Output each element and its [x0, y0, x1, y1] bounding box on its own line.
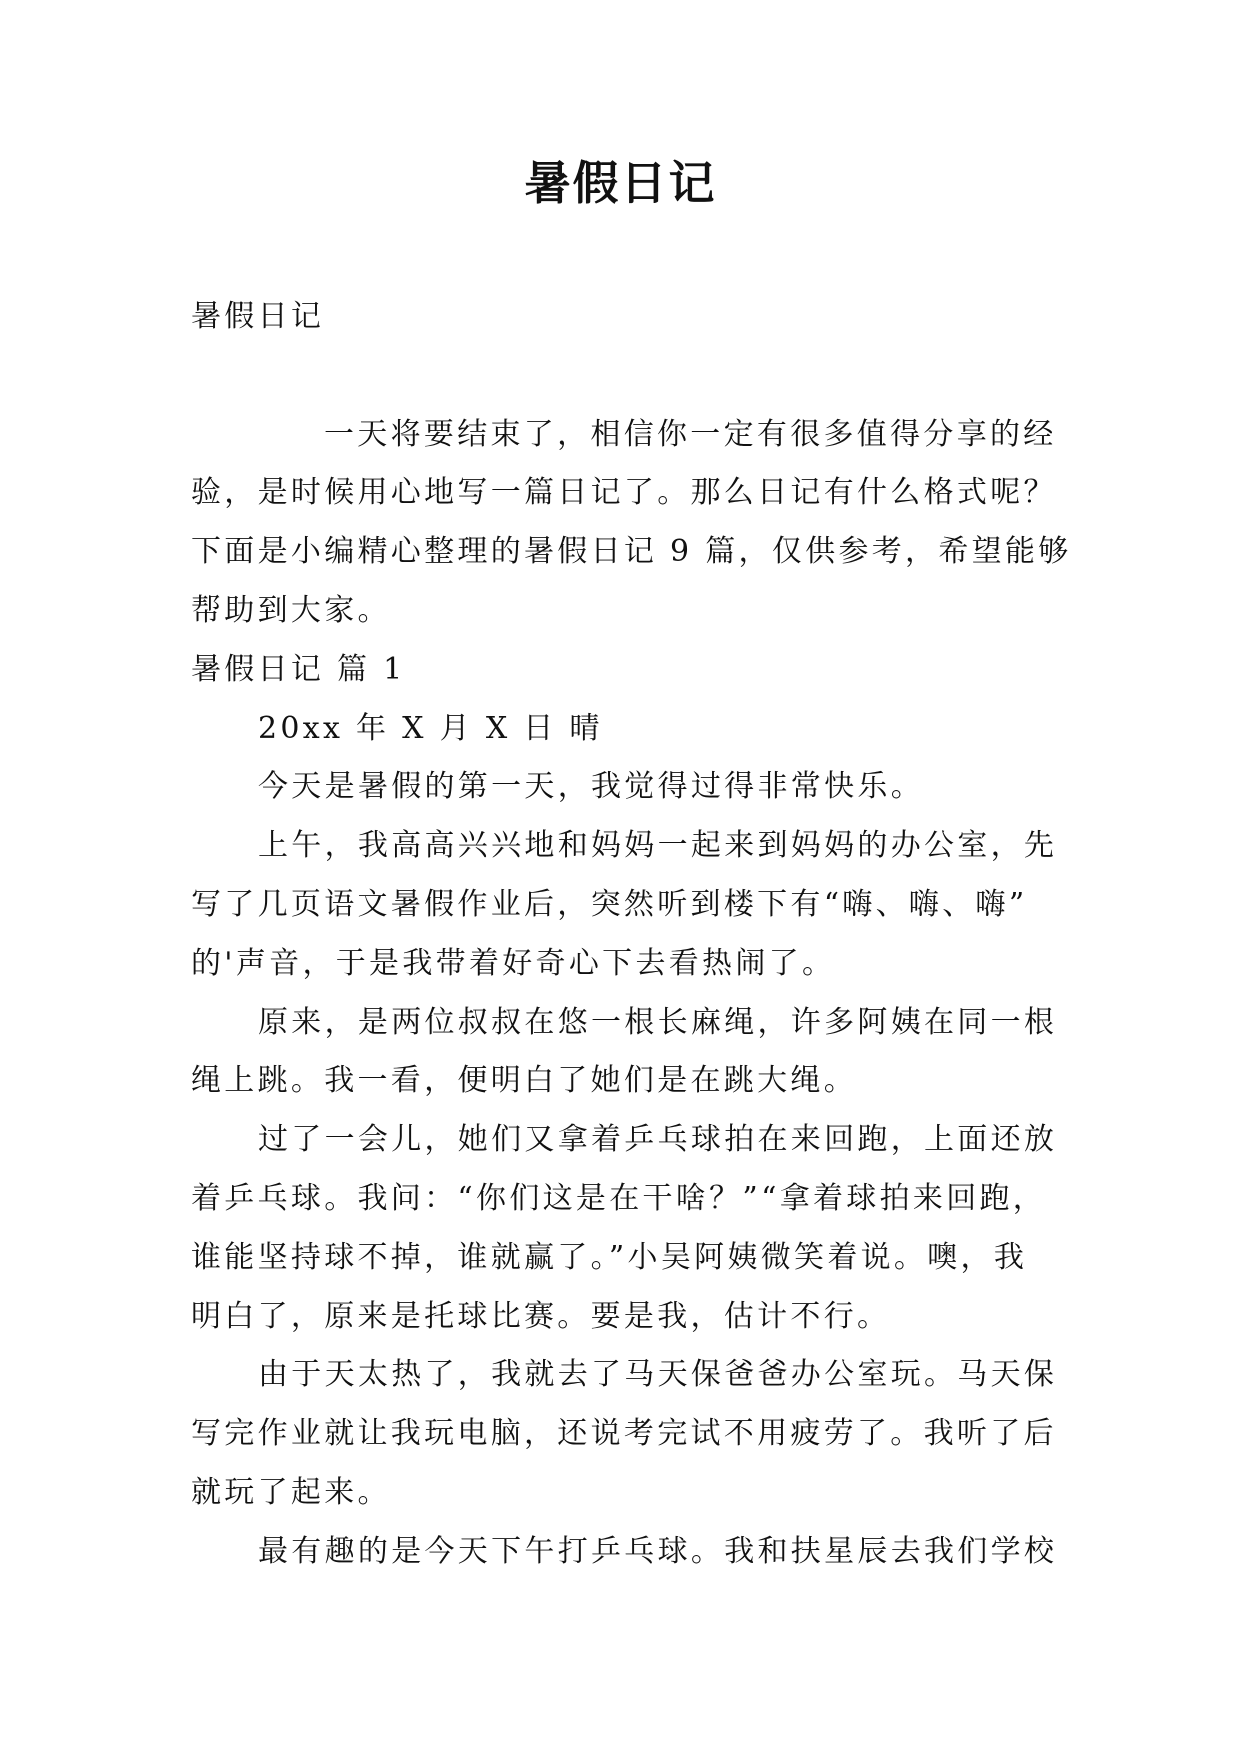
- section-heading: 暑假日记 篇 1: [191, 651, 406, 687]
- text-line: 过了一会儿，她们又拿着乒乓球拍在来回跑，上面还放: [258, 1122, 1058, 1158]
- text-line: 今天是暑假的第一天，我觉得过得非常快乐。: [258, 769, 924, 805]
- paragraph: [191, 758, 1091, 817]
- text-line: 上午，我高高兴兴地和妈妈一起来到妈妈的办公室，先: [258, 828, 1058, 864]
- text-line: 帮助到大家。: [191, 592, 391, 628]
- text-line: 最有趣的是今天下午打乒乓球。我和扶星辰去我们学校: [258, 1533, 1058, 1569]
- text-line: 验，是时候用心地写一篇日记了。那么日记有什么格式呢？: [191, 475, 1057, 511]
- text-line: 的'声音，于是我带着好奇心下去看热闹了。: [191, 945, 836, 981]
- text-line: 一天将要结束了，相信你一定有很多值得分享的经: [324, 416, 1057, 452]
- intro-paragraph: [191, 406, 1091, 641]
- paragraph: [191, 994, 1091, 1112]
- paragraph: [191, 1111, 1091, 1346]
- text-line: 原来，是两位叔叔在悠一根长麻绳，许多阿姨在同一根: [258, 1004, 1058, 1040]
- document-subtitle: 暑假日记: [191, 299, 325, 334]
- text-line: 谁能坚持球不掉，谁就赢了。”小吴阿姨微笑着说。噢，我: [191, 1239, 1028, 1275]
- text-line: 就玩了起来。: [191, 1474, 391, 1510]
- text-line: 下面是小编精心整理的暑假日记 9 篇，仅供参考，希望能够: [191, 534, 1072, 570]
- text-line: 绳上跳。我一看，便明白了她们是在跳大绳。: [191, 1063, 857, 1099]
- text-line: 写了几页语文暑假作业后，突然听到楼下有“嗨、嗨、嗨”: [191, 886, 1028, 922]
- document-body: [191, 288, 1091, 1582]
- text-line: 写完作业就让我玩电脑，还说考完试不用疲劳了。我听了后: [191, 1416, 1057, 1452]
- paragraph: [191, 817, 1091, 993]
- text-line: 由于天太热了，我就去了马天保爸爸办公室玩。马天保: [258, 1357, 1058, 1393]
- document-title: 暑假日记: [524, 156, 717, 210]
- paragraph: [191, 1346, 1091, 1522]
- date-line: 20xx 年 X 月 X 日 晴: [258, 710, 603, 746]
- text-line: 明白了，原来是托球比赛。要是我，估计不行。: [191, 1298, 891, 1334]
- text-line: 着乒乓球。我问：“你们这是在干啥？”“拿着球拍来回跑，: [191, 1180, 1047, 1216]
- paragraph: [191, 1523, 1091, 1582]
